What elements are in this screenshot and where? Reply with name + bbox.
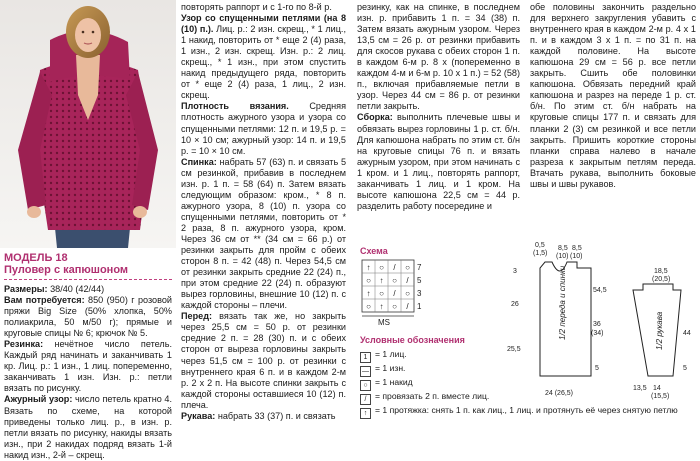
svg-text:44: 44	[683, 330, 691, 337]
legend-item: ○ = 1 накид	[360, 377, 413, 391]
legend-item: 1 = 1 лиц.	[360, 349, 407, 363]
svg-text:0,5: 0,5	[535, 242, 545, 249]
model-heading	[4, 252, 174, 276]
svg-text:25,5: 25,5	[507, 346, 521, 353]
paragraph: повторять раппорт и с 1-го по 8-й р.	[181, 2, 332, 12]
paragraph: Узор со спущенными петлями (на 8 (10) п.). Лиц. р.: 2 изн. скрещ., * 1 лиц., 1 накид, повторить от * еще 2 (4) раза, 1 изн., 2 изн. скрещ. Изн. р.: 2 лиц. скрещ., * 1 изн., при этом спустить накид предыдущего ряда, повторить от * еще 2 (4) раза, 1 лиц., 2 изн. скрещ.	[181, 13, 346, 101]
svg-text:○: ○	[405, 289, 410, 298]
paragraph: резинку, как на спинке, в последнем изн. р. прибавить 1 п. = 34 (38) п. Затем вязать ажурным узором. Через 13,5 см = 26 р. от резинки прибавить для скосов рукава с обеих сторон 1 п. в каждом 6-м р. 8 х (попеременно в каждом 4-м и 6-м р. 10 х 1 п.) = 52 (58) п., включая прибавляемые петли в узор. Через 44 см = 86 р. от резинки петли закрыть.	[357, 2, 520, 112]
paragraph: Резинка: нечётное число петель. Каждый ряд начинать и заканчивать 1 кр. Лиц. р.: 1 изн., 1 лиц. попеременно, заканчивать 1 изн. Изн. р.: петли вязать по рисунку.	[4, 339, 172, 394]
row-number: 7	[417, 263, 422, 272]
svg-text:(10): (10)	[570, 253, 583, 260]
paragraph: Вам потребуется: 850 (950) г розовой пряжи Big Size (50% хлопка, 50% полиакрила, 50 м/50 г); прямые и круговые спицы № 6; крючок № 5.	[4, 295, 172, 339]
stitch-chart	[360, 258, 430, 328]
paragraph: Плотность вязания. Средняя плотность ажурного узора и узора со спущенными петлями: 12 п. и 19,5 р. = 10 × 10 см; ажурный узор: 14 п. и 19,5 р. = 10 × 10 см.	[181, 101, 346, 156]
svg-text:↑: ↑	[379, 276, 384, 285]
legend-item: — = 1 изн.	[362, 363, 406, 375]
svg-text:/: /	[393, 263, 396, 272]
svg-text:○: ○	[366, 302, 371, 311]
column-4	[530, 2, 696, 190]
svg-text:(10): (10)	[556, 253, 569, 260]
model-photo	[0, 0, 176, 248]
legend-title: Условные обозначения	[360, 335, 465, 345]
svg-text:18,5: 18,5	[654, 268, 668, 275]
body-label: 1/2 переда и спинки	[558, 265, 567, 340]
svg-text:○: ○	[392, 302, 397, 311]
paragraph: Ажурный узор: число петель кратно 4. Вязать по схеме, на которой приведены только лиц. р., в изн. р. петли вязать по рисунку, накиды вязать изн., при 2 накидах подряд вязать 1-й накид изн., 2-й – скрещ.	[4, 394, 172, 460]
svg-text:(1,5): (1,5)	[533, 250, 548, 257]
ms-label: MS	[378, 318, 390, 327]
row-number: 5	[417, 276, 422, 285]
svg-text:↑: ↑	[366, 263, 371, 272]
svg-text:26: 26	[511, 301, 519, 308]
svg-text:5: 5	[595, 365, 599, 372]
svg-text:↑: ↑	[366, 289, 371, 298]
svg-text:(20,5): (20,5)	[652, 276, 671, 283]
svg-text:○: ○	[379, 263, 384, 272]
schema-title: Схема	[360, 246, 388, 256]
paragraph: обе половины закончить раздельно для верхнего закругления убавить с внутреннего края в каждом 2-м р. 4 х 1 п. и в каждом 3 х 1 п. = по 31 п. на каждой половине. На высоте капюшона 29 см = 56 р. все петли закрыть. Сшить обе половинки капюшона. Обвязать передний край капюшона и разрез на переде 1 р. ст. б/н. По этим ст. б/н набрать на круговые спицы 177 п. и связать для планки 2 (3) см резинкой и все петли закрыть. Пришить короткие стороны планки справа налево в начале разреза к закрытым петлям переда. Втачать рукава, выполнить боковые швы и швы рукавов.	[530, 2, 696, 189]
svg-text:54,5: 54,5	[593, 287, 607, 294]
svg-text:13,5: 13,5	[633, 385, 647, 392]
row-number: 1	[417, 302, 422, 311]
svg-text:(34): (34)	[591, 330, 604, 337]
paragraph: Сборка: выполнить плечевые швы и обвязать вырез горловины 1 р. ст. б/н. Для капюшона набрать по этим ст. б/н на круговые спицы 76 п. и вязать ажурным узором, при этом начинать с 1 кром. и 1 лиц., повторять раппорт, заканчивать 1 лиц. и 1 кром. На высоте капюшона 22,5 см = 44 р. разделить работу посередине и	[357, 112, 520, 211]
svg-text:8,5: 8,5	[558, 245, 568, 252]
model-subtitle: Пуловер с капюшоном	[4, 264, 129, 276]
svg-text:○: ○	[366, 276, 371, 285]
svg-text:(15,5): (15,5)	[651, 393, 670, 400]
model-title: МОДЕЛЬ 18	[4, 252, 68, 264]
legend-item: / = провязать 2 п. вместе лиц.	[360, 391, 489, 405]
divider	[4, 279, 172, 280]
svg-text:5: 5	[683, 365, 687, 372]
column-2	[181, 2, 346, 422]
paragraph: Перед: вязать так же, но закрыть через 25,5 см = 50 р. от резинки средние 2 п. = 28 (30) п. и с обеих сторон от выреза горловины закрыть через 51,5 см = 100 р. от резинки с внутреннего края 6 п. и в каждом 2-м р. 2 х 2 п. На высоте спинки закрыть с каждой стороны оставшиеся 10 (12) п. плеча.	[181, 311, 346, 410]
left-column	[4, 284, 172, 461]
pattern-diagram	[505, 240, 700, 410]
row-number: 3	[417, 289, 422, 298]
svg-text:3: 3	[513, 268, 517, 275]
svg-text:8,5: 8,5	[572, 245, 582, 252]
svg-text:24 (26,5): 24 (26,5)	[545, 390, 574, 397]
svg-text:/: /	[406, 276, 409, 285]
svg-text:↑: ↑	[379, 302, 384, 311]
svg-text:/: /	[393, 289, 396, 298]
svg-text:/: /	[406, 302, 409, 311]
svg-text:36: 36	[593, 321, 601, 328]
sleeve-label: 1/2 рукава	[655, 311, 664, 350]
paragraph: Размеры: 38/40 (42/44)	[4, 284, 105, 294]
column-3	[357, 2, 520, 212]
paragraph: Рукава: набрать 33 (37) п. и связать	[181, 410, 336, 421]
svg-text:○: ○	[379, 289, 384, 298]
svg-text:14: 14	[653, 385, 661, 392]
paragraph: Спинка: набрать 57 (63) п. и связать 5 см резинкой, прибавив в последнем изн. р. 1 п. = 58 (64) п. Затем вязать следующим образом: кром., * 8 п. ажурного узора, 8 (10) п. узора со спущенными петлями, повторить от * 2 раза, 8 п. ажурного узора, кром. Через 36 см от ** (34 см = 66 р.) от резинки закрыть для пройм с обеих сторон 8 п. = 42 (48) п. Через 54,5 см от резинки закрыть средние 22 (24) п., при этом средние 22 (24) п. образуют вырез горловины, внешние 10 (12) п. с каждой стороны – плечи.	[181, 156, 346, 311]
svg-text:○: ○	[392, 276, 397, 285]
legend-item: ↑ = 1 протяжка: снять 1 п. как лиц., 1 лиц. и протянуть её через снятую петлю	[360, 405, 696, 419]
svg-text:○: ○	[405, 263, 410, 272]
